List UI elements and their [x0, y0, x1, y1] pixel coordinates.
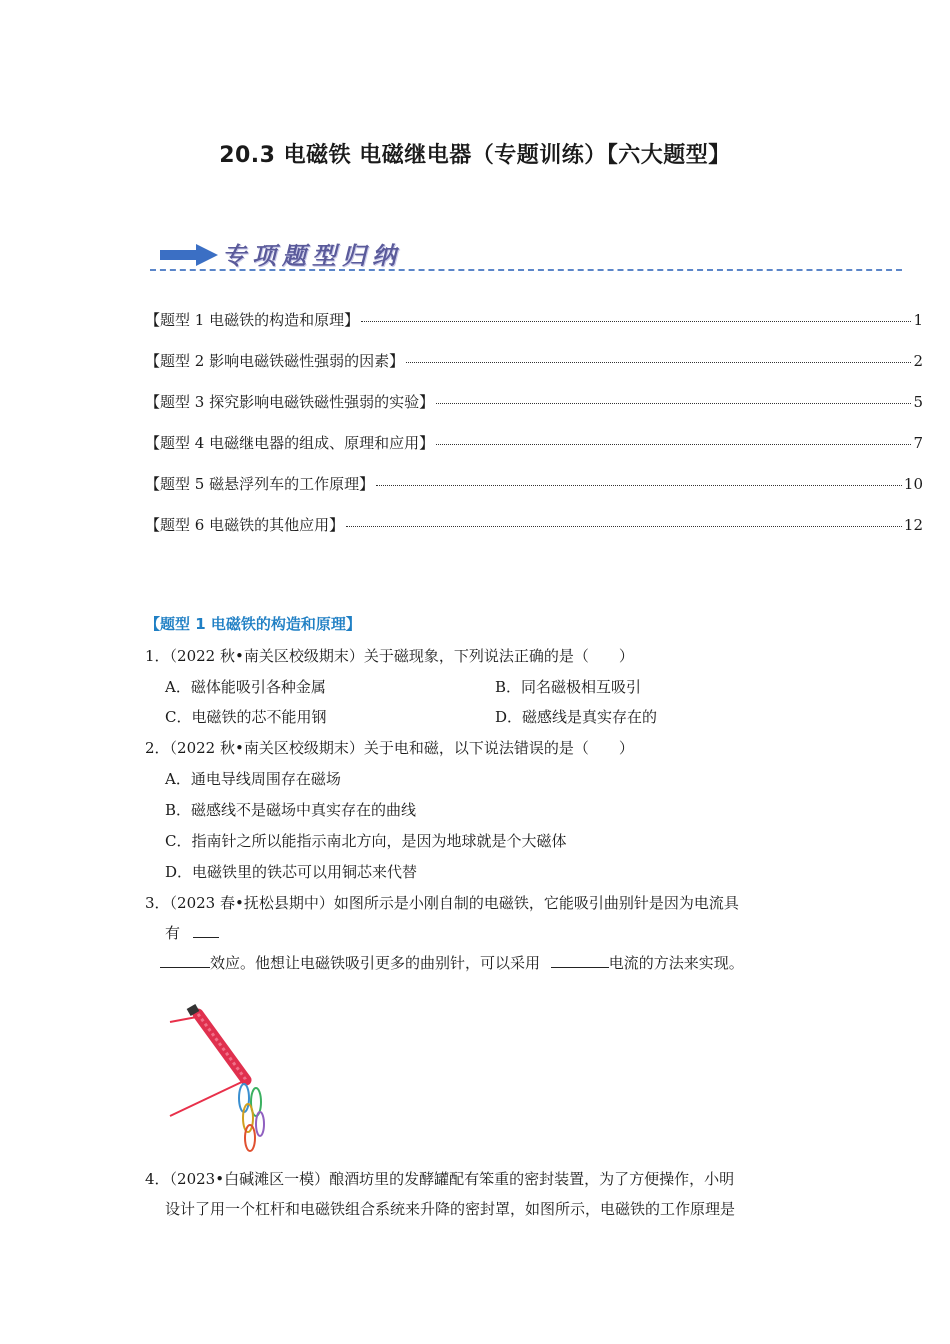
- question-2-option-b: B．磁感线不是磁场中真实存在的曲线: [165, 801, 417, 819]
- toc-page-number: 12: [903, 516, 923, 534]
- toc-leader-dots: [346, 526, 902, 527]
- question-3-text: 电流的方法来实现。: [608, 954, 744, 972]
- question-4-line-2: 设计了用一个杠杆和电磁铁组合系统来升降的密封罩，如图所示，电磁铁的工作原理是: [165, 1200, 736, 1218]
- toc-entry-label: 【题型 2 影响电磁铁磁性强弱的因素】: [145, 352, 405, 370]
- question-1-stem: 1．（2022 秋•南关区校级期末）关于磁现象，下列说法正确的是（ ）: [145, 647, 634, 665]
- question-2-stem: 2．（2022 秋•南关区校级期末）关于电和磁，以下说法错误的是（ ）: [145, 739, 634, 757]
- toc-page-number: 7: [913, 434, 923, 452]
- toc-entry-label: 【题型 5 磁悬浮列车的工作原理】: [145, 475, 375, 493]
- electromagnet-figure: [160, 1000, 280, 1160]
- toc-entry[interactable]: [145, 391, 923, 413]
- toc-entry-label: 【题型 3 探究影响电磁铁磁性强弱的实验】: [145, 393, 435, 411]
- question-3-line-1: 3．（2023 春•抚松县期中）如图所示是小刚自制的电磁铁，它能吸引曲别针是因为电流具: [145, 894, 739, 912]
- toc-entry-label: 【题型 1 电磁铁的构造和原理】: [145, 311, 360, 329]
- toc-leader-dots: [361, 321, 911, 322]
- toc-page-number: 5: [913, 393, 923, 411]
- question-3-line-2: [165, 922, 219, 943]
- question-3-text: 效应。他想让电磁铁吸引更多的曲别针，可以采用: [210, 954, 541, 972]
- question-2-option-a: A．通电导线周围存在磁场: [165, 770, 341, 788]
- answer-blank[interactable]: [193, 923, 219, 938]
- toc-entry[interactable]: [145, 432, 923, 454]
- question-3-line-3: [160, 952, 744, 973]
- question-1-option-d: D．磁感线是真实存在的: [495, 708, 658, 726]
- toc-leader-dots: [436, 403, 911, 404]
- banner-label: 专项题型归纳: [222, 241, 402, 270]
- toc-entry[interactable]: [145, 514, 923, 536]
- answer-blank[interactable]: [551, 953, 609, 968]
- question-1-option-b: B．同名磁极相互吸引: [495, 678, 642, 696]
- question-2-option-c: C．指南针之所以能指示南北方向，是因为地球就是个大磁体: [165, 832, 567, 850]
- toc-leader-dots: [436, 444, 911, 445]
- toc-leader-dots: [406, 362, 911, 363]
- question-1-option-a: A．磁体能吸引各种金属: [165, 678, 326, 696]
- arrow-right-icon: [160, 244, 218, 266]
- question-1-option-c: C．电磁铁的芯不能用钢: [165, 708, 327, 726]
- toc-leader-dots: [376, 485, 902, 486]
- toc-entry-label: 【题型 6 电磁铁的其他应用】: [145, 516, 345, 534]
- banner-divider: [150, 269, 902, 271]
- question-4-line-1: 4．（2023•白碱滩区一模）酿酒坊里的发酵罐配有笨重的密封装置，为了方便操作，小明: [145, 1170, 735, 1188]
- toc-entry-label: 【题型 4 电磁继电器的组成、原理和应用】: [145, 434, 435, 452]
- toc-entry[interactable]: [145, 473, 923, 495]
- answer-blank[interactable]: [160, 953, 210, 968]
- toc-page-number: 1: [913, 311, 923, 329]
- toc-entry[interactable]: [145, 309, 923, 331]
- toc-page-number: 2: [913, 352, 923, 370]
- section-heading: 【题型 1 电磁铁的构造和原理】: [145, 615, 361, 633]
- toc-page-number: 10: [903, 475, 923, 493]
- section-banner: [150, 236, 902, 276]
- question-3-text: 有: [165, 924, 181, 942]
- question-2-option-d: D．电磁铁里的铁芯可以用铜芯来代替: [165, 863, 418, 881]
- toc-entry[interactable]: [145, 350, 923, 372]
- page-title: 20.3 电磁铁 电磁继电器（专题训练）【六大题型】: [219, 143, 731, 168]
